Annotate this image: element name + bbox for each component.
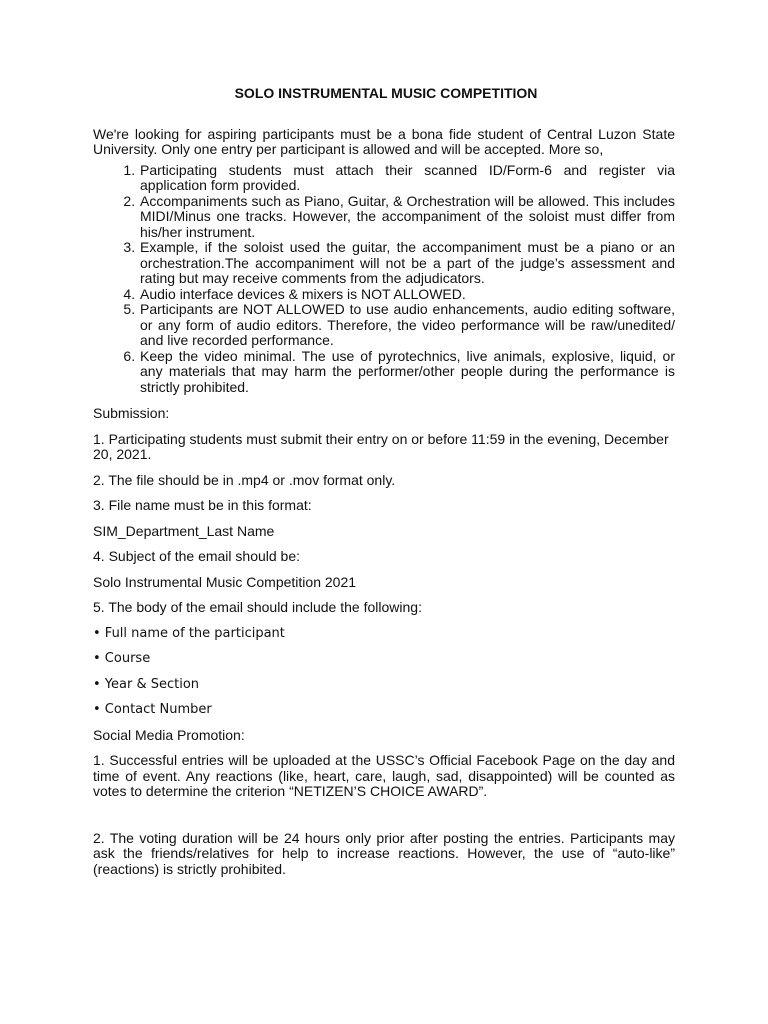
filename-format: SIM_Department_Last Name bbox=[93, 522, 275, 539]
list-item: • Course bbox=[93, 651, 151, 666]
rule-item: 2. Accompaniments such as Piano, Guitar, & Orchestration will be allowed. This includes MIDI/Minus one tracks. However, the accompaniment of the soloist must differ from his/her instrument. bbox=[139, 194, 675, 241]
submission-item-4: 4. Subject of the email should be: bbox=[93, 548, 301, 564]
rule-item: 6. Keep the video minimal. The use of pyrotechnics, live animals, explosive, liquid, or any materials that may harm the performer/other people during the performance is strictly prohibited. bbox=[139, 349, 675, 396]
rules-list bbox=[93, 163, 675, 396]
rule-item: 1. Participating students must attach their scanned ID/Form-6 and register via application form provided. bbox=[139, 163, 675, 194]
social-media-item-1: 1. Successful entries will be uploaded at the USSC’s Official Facebook Page on the day and time of event. Any reactions (like, heart, care, laugh, sad, disappointed) will be counted as votes to determine the criterion “NETIZEN’S CHOICE AWARD”. bbox=[93, 752, 675, 799]
rule-item: 3. Example, if the soloist used the guitar, the accompaniment must be a piano or an orchestration.The accompaniment will not be a part of the judge’s assessment and rating but may receive comments from the adjudicators. bbox=[139, 240, 675, 287]
document-body bbox=[93, 86, 675, 877]
submission-heading: Submission: bbox=[93, 405, 170, 421]
social-media-item-2: 2. The voting duration will be 24 hours only prior after posting the entries. Participants may ask the friends/relatives for help to increase reactions. However, the use of “auto-like” (reactions) is strictly prohibited. bbox=[93, 829, 675, 877]
page-title: SOLO INSTRUMENTAL MUSIC COMPETITION bbox=[234, 85, 538, 101]
list-item: • Year & Section bbox=[93, 676, 200, 692]
submission-item-3: 3. File name must be in this format: bbox=[93, 497, 312, 513]
submission-item-1: 1. Participating students must submit their entry on or before 11:59 in the evening, December 20, 2021. bbox=[93, 430, 669, 462]
submission-item-5: 5. The body of the email should include the following: bbox=[93, 599, 422, 615]
email-subject: Solo Instrumental Music Competition 2021 bbox=[93, 573, 357, 590]
submission-item-2: 2. The file should be in .mp4 or .mov format only. bbox=[93, 471, 396, 488]
rule-item: 4. Audio interface devices & mixers is NOT ALLOWED. bbox=[139, 287, 675, 303]
list-item: • Contact Number bbox=[93, 702, 212, 717]
rule-item: 5. Participants are NOT ALLOWED to use audio enhancements, audio editing software, or any form of audio editors. Therefore, the video performance will be raw/unedited/ and live recorded performance. bbox=[139, 302, 675, 349]
section-spacer bbox=[93, 800, 675, 831]
social-media-heading: Social Media Promotion: bbox=[93, 726, 245, 743]
intro-paragraph: We're looking for aspiring participants must be a bona fide student of Central Luzon State University. Only one entry per participant is allowed and will be accepted. More so, bbox=[93, 125, 675, 157]
list-item: • Full name of the participant bbox=[93, 625, 285, 641]
